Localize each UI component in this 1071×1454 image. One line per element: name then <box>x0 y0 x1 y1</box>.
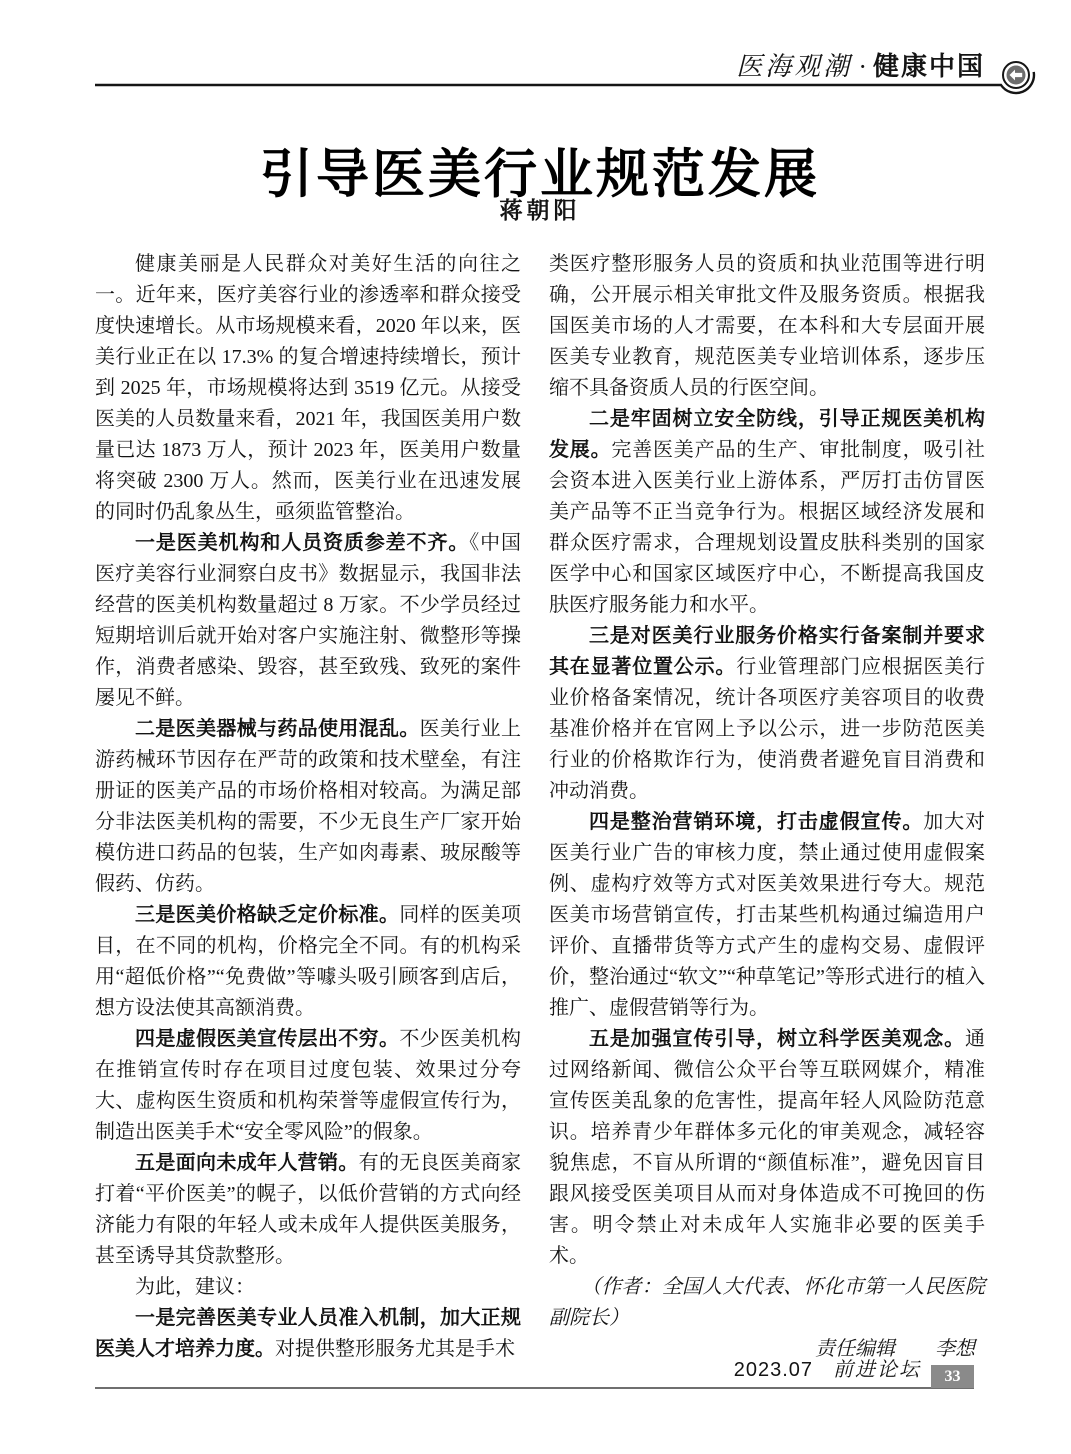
article-paragraph <box>95 1024 521 1148</box>
article-body <box>95 249 985 1365</box>
article-paragraph <box>95 528 521 714</box>
paragraph-lead-bold-text: 三是对医美行业服务价格实行备案制并要求其在显著位置公示。 <box>549 625 985 678</box>
paragraph-text: 对提供整形服务尤其是手术 <box>275 1338 515 1360</box>
article-paragraph <box>95 1148 521 1272</box>
article-paragraph <box>95 900 521 1024</box>
paragraph-text: 健康美丽是人民群众对美好生活的向往之一。近年来，医疗美容行业的渗透率和群众接受度快速增长。从市场规模来看，2020 年以来，医美行业正在以 17.3% 的复合增速持续增长，预计到 2025 年，市场规模将达到 3519 亿元。从接受医美的人员数量来看，2021 年，我国医美用户数量已达 1873 万人，预计 2023 年，医美用户数量将突破 2300 万人。然而，医美行业在迅速发展的同时仍乱象丛生，亟须监管整治。 <box>95 253 521 523</box>
paragraph-text: 责任编辑 李想 <box>815 1338 975 1360</box>
section-label-separator: · <box>858 52 867 81</box>
article-paragraph <box>549 807 985 1024</box>
footer-issue: 2023.07 <box>733 1359 813 1381</box>
paragraph-text: 加大对医美行业广告的审核力度，禁止通过使用虚假案例、虚构疗效等方式对医美效果进行夸大。规范医美市场营销宣传，打击某些机构通过编造用户评价、直播带货等方式产生的虚构交易、虚假评价，整治通过“软文”“种草笔记”等形式进行的植入推广、虚假营销等行为。 <box>549 811 986 1019</box>
article-paragraph <box>95 1272 521 1303</box>
article-column-left <box>95 249 521 1365</box>
paragraph-text: 《中国医疗美容行业洞察白皮书》数据显示，我国非法经营的医美机构数量超过 8 万家。不少学员经过短期培训后就开始对客户实施注射、微整形等操作，消费者感染、毁容，甚至致残、致死的案件屡见不鲜。 <box>95 532 522 709</box>
footer-text <box>545 1357 921 1383</box>
paragraph-lead-bold-text: 二是医美器械与药品使用混乱。 <box>135 718 420 740</box>
article-paragraph <box>549 1024 985 1272</box>
paragraph-lead-bold-text: 二是牢固树立安全防线，引导正规医美机构发展。 <box>549 408 985 461</box>
article-paragraph <box>95 714 521 900</box>
article-column-right <box>549 249 985 1365</box>
back-arrow-circle-icon <box>95 55 1055 101</box>
page-title: 引导医美行业规范发展 <box>260 144 820 204</box>
paragraph-text: 医美行业上游药械环节因存在严苛的政策和技术壁垒，有注册证的医美产品的市场价格相对较高。为满足部分非法医美机构的需要，不少无良生产厂家开始模仿进口药品的包装，生产如肉毒素、玻尿酸等假药、仿药。 <box>95 718 522 895</box>
article-paragraph <box>95 1303 521 1365</box>
paragraph-lead-bold-text: 一是完善医美专业人员准入机制，加大正规医美人才培养力度。 <box>95 1307 521 1360</box>
paragraph-text: 完善医美产品的生产、审批制度，吸引社会资本进入医美行业上游体系，严厉打击仿冒医美产品等不正当竞争行为。根据区域经济发展和群众医疗需求，合理规划设置皮肤科类别的国家医学中心和国家区域医疗中心，不断提高我国皮肤医疗服务能力和水平。 <box>549 439 986 616</box>
paragraph-text: 行业管理部门应根据医美行业价格备案情况，统计各项医疗美容项目的收费基准价格并在官网上予以公示，进一步防范医美行业的价格欺诈行为，使消费者避免盲目消费和冲动消费。 <box>549 656 986 802</box>
paragraph-text: 不少医美机构在推销宣传时存在项目过度包装、效果过分夸大、虚构医生资质和机构荣誉等虚假宣传行为，制造出医美手术“安全零风险”的假象。 <box>95 1028 522 1143</box>
paragraph-text: 同样的医美项目，在不同的机构，价格完全不同。有的机构采用“超低价格”“免费做”等噱头吸引顾客到店后，想方设法使其高额消费。 <box>95 904 522 1019</box>
article-paragraph <box>549 1272 985 1334</box>
paragraph-text: 有的无良医美商家打着“平价医美”的幌子，以低价营销的方式向经济能力有限的年轻人或未成年人提供医美服务，甚至诱导其贷款整形。 <box>95 1152 522 1267</box>
page-number-badge: 33 <box>931 1365 974 1388</box>
paragraph-lead-bold-text: 一是医美机构和人员资质参差不齐。 <box>135 532 470 554</box>
section-label-light: 医海观潮 <box>736 52 853 81</box>
article-paragraph <box>549 404 985 621</box>
footer-rule <box>95 1387 974 1389</box>
paragraph-lead-bold-text: 三是医美价格缺乏定价标准。 <box>135 904 400 926</box>
paragraph-lead-bold-text: 四是整治营销环境，打击虚假宣传。 <box>589 811 924 833</box>
paragraph-lead-bold-text: 五是加强宣传引导，树立科学医美观念。 <box>589 1028 965 1050</box>
article-paragraph <box>549 249 985 404</box>
article-paragraph <box>95 249 521 528</box>
section-label-bold: 健康中国 <box>872 51 985 81</box>
paragraph-text: 为此，建议： <box>135 1276 255 1298</box>
paragraph-lead-bold-text: 四是虚假医美宣传层出不穷。 <box>135 1028 400 1050</box>
article-author: 蒋朝阳 <box>499 197 581 223</box>
paragraph-lead-bold-text: 五是面向未成年人营销。 <box>135 1152 359 1174</box>
paragraph-text: （作者：全国人大代表、怀化市第一人民医院副院长） <box>549 1276 985 1329</box>
paragraph-text: 类医疗整形服务人员的资质和执业范围等进行明确，公开展示相关审批文件及服务资质。根据我国医美市场的人才需要，在本科和大专层面开展医美专业教育，规范医美专业培训体系，逐步压缩不具备资质人员的行医空间。 <box>549 253 985 399</box>
footer-journal-name: 前进论坛 <box>833 1359 921 1381</box>
paragraph-text: 通过网络新闻、微信公众平台等互联网媒介，精准宣传医美乱象的危害性，提高年轻人风险防范意识。培养青少年群体多元化的审美观念，减轻容貌焦虑，不盲从所谓的“颜值标准”，避免因盲目跟风接受医美项目从而对身体造成不可挽回的伤害。明令禁止对未成年人实施非必要的医美手术。 <box>549 1028 985 1267</box>
article-paragraph <box>549 621 985 807</box>
